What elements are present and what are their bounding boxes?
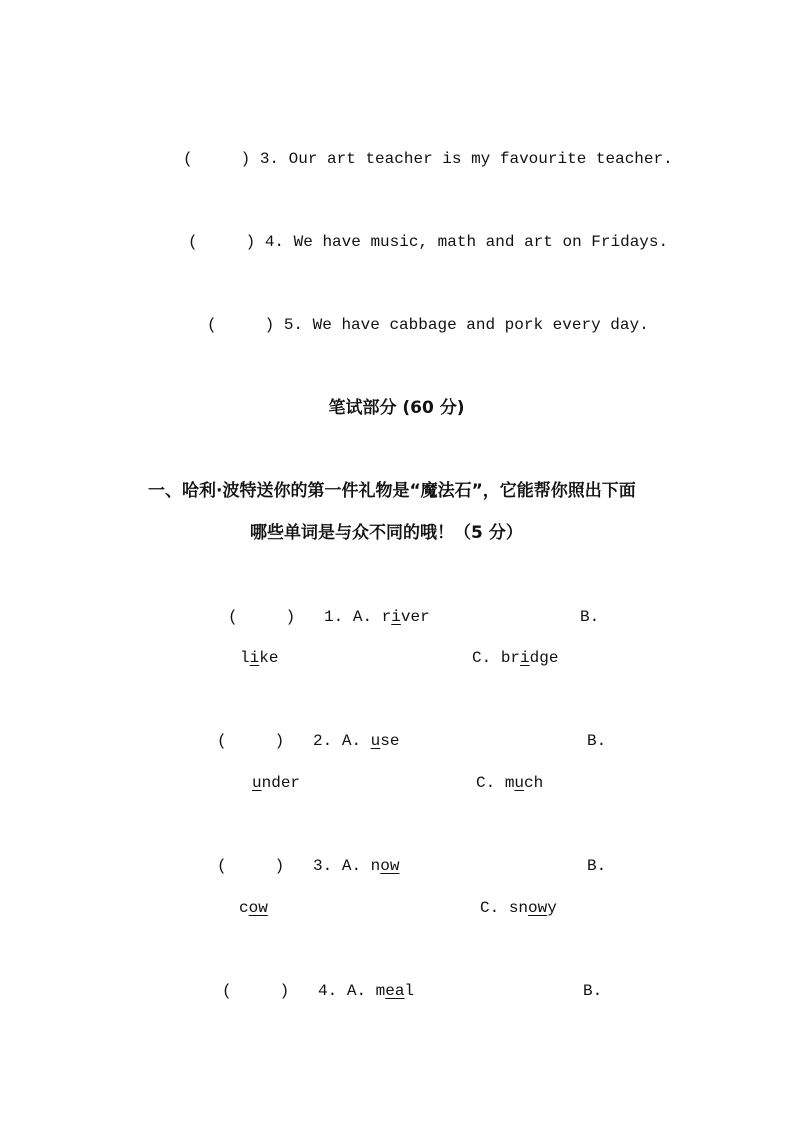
answer-blank[interactable]: ( ) (188, 233, 256, 251)
listening-item-5: ( ) 5. We have cabbage and pork every day. (207, 316, 649, 334)
answer-blank[interactable]: ( ) (217, 732, 285, 750)
option-c: C. snowy (480, 899, 557, 917)
question-3: ( ) 3. A. now (217, 857, 400, 875)
answer-blank[interactable]: ( ) (207, 316, 275, 334)
option-b-label: B. (580, 608, 600, 626)
option-b-label: B. (587, 857, 607, 875)
option-b-word: like (240, 649, 279, 667)
answer-blank[interactable]: ( ) (228, 608, 296, 626)
section-title-line2: 哪些单词是与众不同的哦！（5 分） (250, 523, 523, 543)
option-c: C. bridge (472, 649, 559, 667)
listening-item-4: ( ) 4. We have music, math and art on Fridays. (188, 233, 669, 251)
written-heading: 笔试部分 (60 分) (328, 398, 465, 418)
question-2: ( ) 2. A. use (217, 732, 400, 750)
option-c: C. much (476, 774, 544, 792)
answer-blank[interactable]: ( ) (183, 150, 251, 168)
answer-blank[interactable]: ( ) (222, 982, 290, 1000)
listening-item-3: ( ) 3. Our art teacher is my favourite teacher. (183, 150, 673, 168)
option-b-word: under (252, 774, 301, 792)
answer-blank[interactable]: ( ) (217, 857, 285, 875)
option-b-label: B. (587, 732, 607, 750)
option-b-word: cow (239, 899, 268, 917)
section-title-line1: 一、哈利·波特送你的第一件礼物是“魔法石”，它能帮你照出下面 (148, 481, 636, 501)
question-1: ( ) 1. A. river (228, 608, 430, 626)
option-b-label: B. (583, 982, 603, 1000)
question-4: ( ) 4. A. meal (222, 982, 415, 1000)
